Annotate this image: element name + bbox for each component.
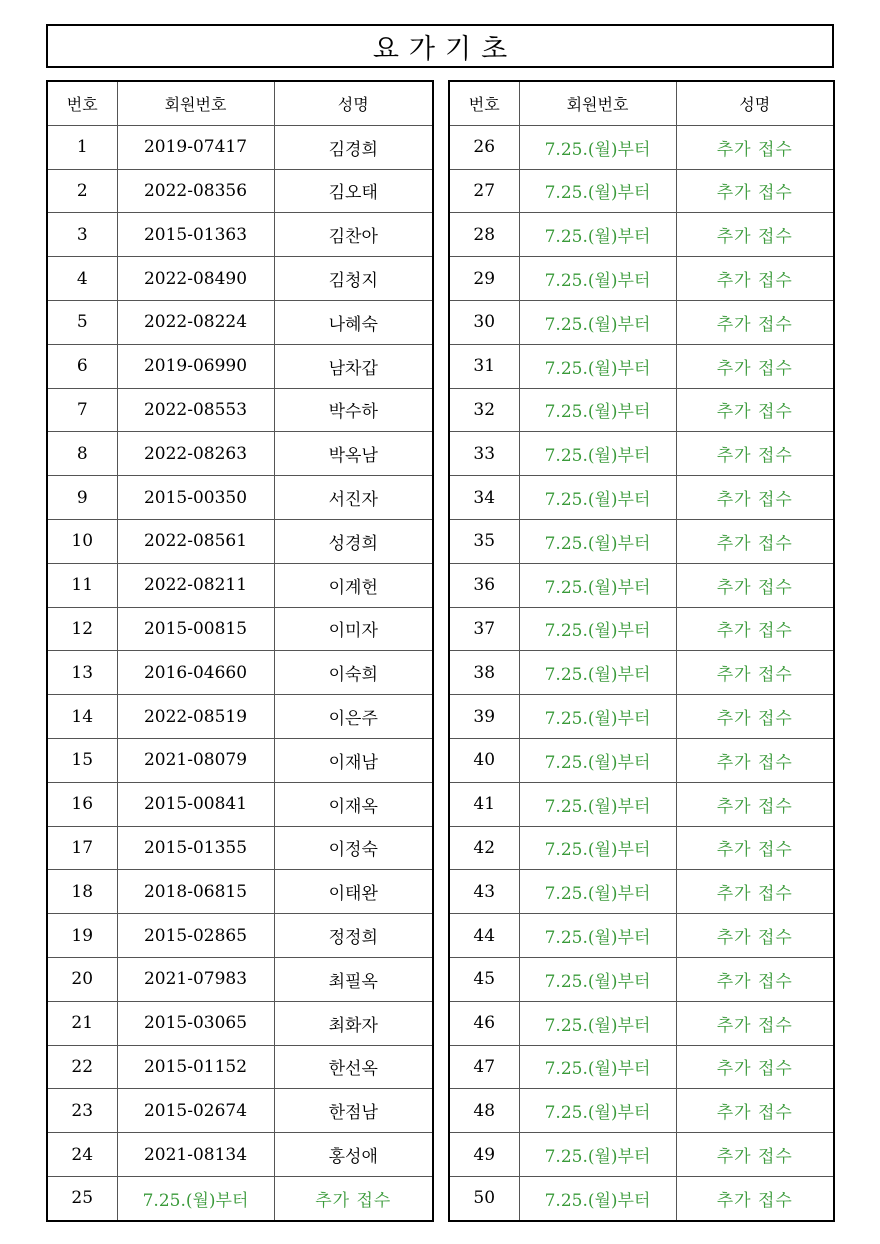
cell-member-id: 7.25.(월)부터 (117, 1176, 274, 1220)
cell-num: 21 (47, 1001, 117, 1045)
cell-name: 이재남 (274, 738, 433, 782)
cell-member-id: 7.25.(월)부터 (519, 651, 676, 695)
table-row (449, 563, 834, 607)
cell-name: 김청지 (274, 257, 433, 301)
table-row (449, 1001, 834, 1045)
cell-member-id: 7.25.(월)부터 (519, 957, 676, 1001)
cell-num: 8 (47, 432, 117, 476)
cell-name: 이계헌 (274, 563, 433, 607)
cell-num: 15 (47, 738, 117, 782)
cell-name: 김찬아 (274, 213, 433, 257)
table-row (449, 213, 834, 257)
header-name: 성명 (274, 81, 433, 125)
table-row (449, 125, 834, 169)
cell-num: 29 (449, 257, 519, 301)
cell-member-id: 2015-01152 (117, 1045, 274, 1089)
table-row (449, 914, 834, 958)
cell-name: 최화자 (274, 1001, 433, 1045)
cell-num: 16 (47, 782, 117, 826)
cell-member-id: 2016-04660 (117, 651, 274, 695)
cell-name: 추가 접수 (274, 1176, 433, 1220)
table-row (47, 257, 433, 301)
cell-member-id: 2015-00350 (117, 476, 274, 520)
table-row (449, 738, 834, 782)
table-row (47, 563, 433, 607)
header-member-id: 회원번호 (519, 81, 676, 125)
table-row (47, 213, 433, 257)
cell-num: 13 (47, 651, 117, 695)
table-row (47, 432, 433, 476)
cell-member-id: 7.25.(월)부터 (519, 432, 676, 476)
cell-name: 이은주 (274, 695, 433, 739)
cell-member-id: 2022-08553 (117, 388, 274, 432)
cell-member-id: 7.25.(월)부터 (519, 257, 676, 301)
cell-name: 추가 접수 (676, 1001, 834, 1045)
cell-num: 40 (449, 738, 519, 782)
cell-name: 남차갑 (274, 344, 433, 388)
cell-name: 김경희 (274, 125, 433, 169)
page-title: 요가기초 (372, 33, 518, 65)
cell-num: 7 (47, 388, 117, 432)
cell-num: 50 (449, 1176, 519, 1220)
table-row (47, 476, 433, 520)
table-row (47, 957, 433, 1001)
table-row (449, 257, 834, 301)
cell-member-id: 7.25.(월)부터 (519, 1001, 676, 1045)
cell-name: 추가 접수 (676, 695, 834, 739)
cell-member-id: 2022-08211 (117, 563, 274, 607)
cell-num: 22 (47, 1045, 117, 1089)
cell-member-id: 2015-01355 (117, 826, 274, 870)
cell-name: 이숙희 (274, 651, 433, 695)
cell-num: 35 (449, 519, 519, 563)
cell-num: 44 (449, 914, 519, 958)
cell-name: 박옥남 (274, 432, 433, 476)
cell-name: 최필옥 (274, 957, 433, 1001)
cell-num: 25 (47, 1176, 117, 1220)
table-row (47, 738, 433, 782)
cell-member-id: 7.25.(월)부터 (519, 782, 676, 826)
cell-member-id: 7.25.(월)부터 (519, 1089, 676, 1133)
cell-num: 32 (449, 388, 519, 432)
cell-member-id: 2022-08519 (117, 695, 274, 739)
cell-name: 추가 접수 (676, 782, 834, 826)
cell-name: 나혜숙 (274, 300, 433, 344)
cell-num: 5 (47, 300, 117, 344)
cell-name: 추가 접수 (676, 1133, 834, 1177)
cell-name: 한선옥 (274, 1045, 433, 1089)
cell-name: 이태완 (274, 870, 433, 914)
cell-name: 추가 접수 (676, 476, 834, 520)
table-row (449, 607, 834, 651)
cell-num: 10 (47, 519, 117, 563)
cell-num: 36 (449, 563, 519, 607)
header-name: 성명 (676, 81, 834, 125)
cell-member-id: 7.25.(월)부터 (519, 695, 676, 739)
table-row (47, 782, 433, 826)
cell-num: 1 (47, 125, 117, 169)
cell-member-id: 7.25.(월)부터 (519, 213, 676, 257)
table-row (449, 1089, 834, 1133)
cell-member-id: 2019-07417 (117, 125, 274, 169)
cell-member-id: 2022-08263 (117, 432, 274, 476)
table-row (47, 1045, 433, 1089)
table-row (449, 344, 834, 388)
cell-num: 41 (449, 782, 519, 826)
cell-num: 39 (449, 695, 519, 739)
cell-num: 9 (47, 476, 117, 520)
page-title-box (46, 24, 834, 68)
cell-num: 20 (47, 957, 117, 1001)
cell-num: 24 (47, 1133, 117, 1177)
cell-num: 33 (449, 432, 519, 476)
table-row (449, 870, 834, 914)
cell-num: 34 (449, 476, 519, 520)
table-row (47, 1176, 433, 1220)
cell-num: 43 (449, 870, 519, 914)
roster-table-left (46, 80, 434, 1222)
cell-name: 추가 접수 (676, 957, 834, 1001)
cell-member-id: 2015-00815 (117, 607, 274, 651)
cell-member-id: 2019-06990 (117, 344, 274, 388)
cell-name: 추가 접수 (676, 125, 834, 169)
cell-name: 추가 접수 (676, 344, 834, 388)
table-row (449, 169, 834, 213)
cell-name: 이정숙 (274, 826, 433, 870)
cell-name: 박수하 (274, 388, 433, 432)
table-row (449, 651, 834, 695)
cell-member-id: 2022-08490 (117, 257, 274, 301)
cell-name: 성경희 (274, 519, 433, 563)
cell-name: 추가 접수 (676, 388, 834, 432)
table-row (47, 125, 433, 169)
cell-num: 26 (449, 125, 519, 169)
cell-member-id: 2018-06815 (117, 870, 274, 914)
cell-name: 추가 접수 (676, 257, 834, 301)
table-row (47, 1089, 433, 1133)
cell-num: 38 (449, 651, 519, 695)
cell-name: 추가 접수 (676, 169, 834, 213)
cell-member-id: 7.25.(월)부터 (519, 169, 676, 213)
table-row (449, 388, 834, 432)
table-row (47, 519, 433, 563)
cell-member-id: 2015-02674 (117, 1089, 274, 1133)
table-row (47, 300, 433, 344)
cell-name: 홍성애 (274, 1133, 433, 1177)
cell-name: 추가 접수 (676, 914, 834, 958)
table-row (449, 519, 834, 563)
cell-member-id: 7.25.(월)부터 (519, 870, 676, 914)
table-row (449, 782, 834, 826)
cell-name: 추가 접수 (676, 563, 834, 607)
cell-name: 이재옥 (274, 782, 433, 826)
table-row (47, 388, 433, 432)
cell-member-id: 7.25.(월)부터 (519, 563, 676, 607)
cell-member-id: 7.25.(월)부터 (519, 519, 676, 563)
cell-num: 17 (47, 826, 117, 870)
table-row (47, 826, 433, 870)
cell-member-id: 2015-01363 (117, 213, 274, 257)
cell-member-id: 2021-07983 (117, 957, 274, 1001)
header-row (449, 81, 834, 125)
table-row (449, 1133, 834, 1177)
header-member-id: 회원번호 (117, 81, 274, 125)
cell-member-id: 7.25.(월)부터 (519, 125, 676, 169)
cell-num: 11 (47, 563, 117, 607)
roster-table-right (448, 80, 835, 1222)
table-row (449, 1176, 834, 1220)
cell-name: 추가 접수 (676, 738, 834, 782)
cell-name: 정정희 (274, 914, 433, 958)
cell-num: 47 (449, 1045, 519, 1089)
table-row (47, 607, 433, 651)
table-row (47, 344, 433, 388)
table-row (449, 957, 834, 1001)
cell-member-id: 2022-08356 (117, 169, 274, 213)
cell-num: 42 (449, 826, 519, 870)
cell-name: 추가 접수 (676, 870, 834, 914)
cell-name: 추가 접수 (676, 826, 834, 870)
header-num: 번호 (449, 81, 519, 125)
table-row (47, 914, 433, 958)
cell-member-id: 2021-08134 (117, 1133, 274, 1177)
cell-member-id: 2022-08561 (117, 519, 274, 563)
cell-num: 45 (449, 957, 519, 1001)
cell-num: 30 (449, 300, 519, 344)
cell-member-id: 2015-00841 (117, 782, 274, 826)
table-row (449, 1045, 834, 1089)
cell-name: 추가 접수 (676, 213, 834, 257)
cell-num: 14 (47, 695, 117, 739)
table-row (449, 826, 834, 870)
cell-member-id: 2022-08224 (117, 300, 274, 344)
cell-member-id: 7.25.(월)부터 (519, 738, 676, 782)
table-row (449, 432, 834, 476)
cell-name: 추가 접수 (676, 1176, 834, 1220)
cell-name: 김오태 (274, 169, 433, 213)
cell-member-id: 7.25.(월)부터 (519, 1045, 676, 1089)
cell-member-id: 7.25.(월)부터 (519, 914, 676, 958)
cell-num: 48 (449, 1089, 519, 1133)
cell-name: 추가 접수 (676, 432, 834, 476)
cell-name: 추가 접수 (676, 1045, 834, 1089)
cell-member-id: 7.25.(월)부터 (519, 476, 676, 520)
cell-member-id: 7.25.(월)부터 (519, 1133, 676, 1177)
cell-num: 46 (449, 1001, 519, 1045)
cell-member-id: 7.25.(월)부터 (519, 388, 676, 432)
table-row (47, 870, 433, 914)
cell-name: 추가 접수 (676, 1089, 834, 1133)
cell-num: 4 (47, 257, 117, 301)
cell-num: 18 (47, 870, 117, 914)
cell-num: 27 (449, 169, 519, 213)
cell-num: 19 (47, 914, 117, 958)
cell-member-id: 7.25.(월)부터 (519, 300, 676, 344)
table-row (47, 169, 433, 213)
cell-name: 서진자 (274, 476, 433, 520)
table-row (47, 695, 433, 739)
table-row (47, 651, 433, 695)
cell-name: 한점남 (274, 1089, 433, 1133)
cell-name: 추가 접수 (676, 519, 834, 563)
table-row (449, 695, 834, 739)
cell-num: 3 (47, 213, 117, 257)
cell-name: 추가 접수 (676, 651, 834, 695)
cell-member-id: 2015-03065 (117, 1001, 274, 1045)
cell-num: 23 (47, 1089, 117, 1133)
table-row (47, 1001, 433, 1045)
cell-num: 37 (449, 607, 519, 651)
cell-num: 2 (47, 169, 117, 213)
cell-member-id: 7.25.(월)부터 (519, 826, 676, 870)
cell-num: 49 (449, 1133, 519, 1177)
table-row (449, 300, 834, 344)
cell-member-id: 7.25.(월)부터 (519, 344, 676, 388)
header-row (47, 81, 433, 125)
cell-num: 28 (449, 213, 519, 257)
table-row (449, 476, 834, 520)
cell-name: 추가 접수 (676, 300, 834, 344)
cell-member-id: 2015-02865 (117, 914, 274, 958)
cell-num: 31 (449, 344, 519, 388)
cell-member-id: 7.25.(월)부터 (519, 607, 676, 651)
cell-num: 12 (47, 607, 117, 651)
cell-num: 6 (47, 344, 117, 388)
cell-name: 이미자 (274, 607, 433, 651)
table-row (47, 1133, 433, 1177)
header-num: 번호 (47, 81, 117, 125)
cell-member-id: 2021-08079 (117, 738, 274, 782)
cell-member-id: 7.25.(월)부터 (519, 1176, 676, 1220)
cell-name: 추가 접수 (676, 607, 834, 651)
